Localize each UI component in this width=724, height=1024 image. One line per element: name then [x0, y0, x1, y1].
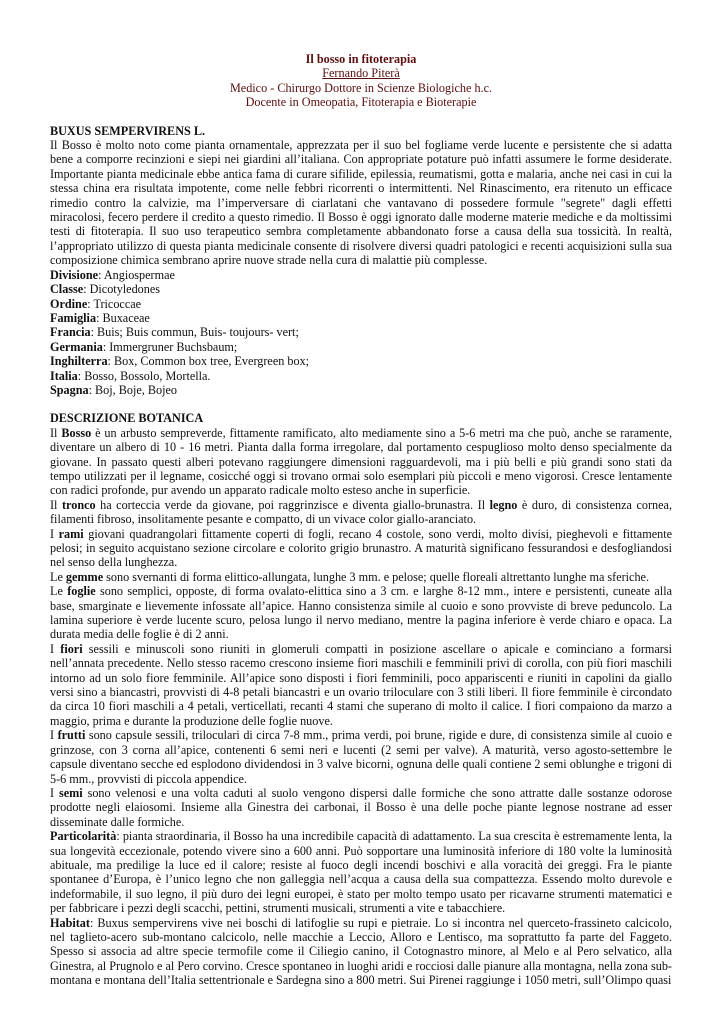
particolarita-paragraph: Particolarità: pianta straordinaria, il Bosso ha una incredibile capacità di adattamento. La sua crescita è estremamente lenta, la sua longevità eccezionale, potendo vivere sino a 600 anni. Può sopportare una luminosità inferiore di 180 volte la luminosità abituale, ma predilige la luce ed il calore; resiste al fuoco degli incendi boschivi e alla voracità dei greggi. Fra le piante spontanee d’Europa, è l’unico legno che non galleggia nell’acqua a causa della sua compattezza. Essendo molto durevole e indeformabile, il suo legno, il più duro dei legni europei, è stato per molto tempo usato per ricavarne strumenti matematici e per fabbricare i pezzi degli scacchi, pettini, strumenti musicali, strumenti a vite e tabacchiere. [50, 829, 672, 916]
classification-row: Famiglia: Buxaceae [50, 310, 150, 325]
classification-row: Ordine: Tricoccae [50, 296, 142, 311]
fiori-paragraph: I fiori sessili e minuscoli sono riuniti in glomeruli compatti in posizione ascellare o apicale e cominciano a formarsi nell’annata precedente. Nello stesso racemo crescono insieme fiori maschili e femminili privi di corolla, con più fiori maschili intorno ad un solo fiore femminile. All’apice sono disposti i fiori femminili, poco appariscenti e riuniti in capolini da giallo versi sino a biancastri, provvisti di 4-8 petali biancastri e un ovario triloculare con 3 stili liberi. Il fiore femminile è circondato da circa 10 fiori maschili a 4 petali, verticellati, recanti 4 stami che superano di molto il calice. I fiori compaiono da marzo a maggio, prima e durante la produzione delle foglie nuove. [50, 641, 672, 728]
frutti-paragraph: I frutti sono capsule sessili, triloculari di circa 7-8 mm., prima verdi, poi brune, rigide e dure, di consistenza simile al cuoio e grinzose, con 3 corna all’apice, contenenti 6 semi neri e lucenti (2 semi per valve). A maturità, verso agosto-settembre le capsule diventano secche ed esplodono dividendosi in 3 valve bicorni, ognuna delle quali contiene 2 semi oblunghe e trigoni di 5-6 mm., provvisti di piccola appendice. [50, 728, 673, 786]
author-teaching: Docente in Omeopatia, Fitoterapia e Bioterapie [245, 95, 477, 110]
intro-paragraph: Il Bosso è molto noto come pianta ornamentale, apprezzata per il suo bel fogliame verde lucente e persistente che si adatta bene a comporre recinzioni e siepi nei giardini all’italiana. Con appropriate potature può infatti assumere le forme desiderate. Importante pianta medicinale ebbe antica fama di curare sifilide, epilessia, reumatismi, gotta e malaria, anche nei casi in cui la stessa china era risultata impotente, come nelle febbri ricorrenti o intermittenti. Nel Rinascimento, era ritenuto un efficace rimedio contro la calvizie, ma l’imperversare di ciarlatani che vantavano di possedere formule "segrete" dagli effetti miracolosi, fecero perdere il credito a questo rimedio. Il Bosso è oggi ignorato dalle moderne materie mediche e da moltissimi testi di fitoterapia. Il suo uso terapeutico sembra completamente abbandonato forse a causa della sua tossicità. In realtà, l’appropriato utilizzo di questa pianta medicinale consente di risolvere diversi quadri patologici e recenti acquisizioni sulla sua composizione chimica sembrano aprire nuove strade nella cura di malattie più complesse. [50, 138, 672, 268]
classification-row: Francia: Buis; Buis commun, Buis- toujours- vert; [50, 325, 299, 340]
classification-row: Spagna: Boj, Boje, Bojeo [50, 382, 177, 397]
document-page [50, 52, 672, 988]
classification-list [50, 268, 672, 398]
habitat-paragraph: Habitat: Buxus sempervirens vive nei boschi di latifoglie su rupi e pietraie. Lo si incontra nel querceto-frassineto calcicolo, nel taglieto-acero sub-montano calcicolo, nelle macchie a Leccio, Alloro e Lentisco, ma soprattutto fa parte del Faggeto. Spesso si associa ad altre specie termofile come il Ciliegio canino, il Cotognastro minore, al Melo e al Pero selvatico, alla Ginestra, al Prugnolo e al Pero corvino. Cresce spontaneo in luoghi aridi e rocciosi dalle pianure alla montagna, nella zona sub-montana e montana dell’Italia settentrionale e Sardegna sino a 800 metri. Sui Pirenei raggiunge i 1050 metri, sull’Olimpo quasi [50, 915, 672, 988]
gemme-paragraph: Le gemme sono svernanti di forma elittico-allungata, lunghe 3 mm. e pelose; quelle floreali altrettanto lunghe ma sferiche. [50, 569, 650, 584]
classification-row: Inghilterra: Box, Common box tree, Evergreen box; [50, 354, 310, 369]
document-header [50, 52, 672, 110]
document-title: Il bosso in fitoterapia [305, 52, 417, 66]
author-link[interactable]: Fernando Piterà [322, 66, 400, 81]
rami-paragraph: I rami giovani quadrangolari fittamente coperti di fogli, recano 4 costole, sono verdi, molto divisi, pieghevoli e fittamente pelosi; in seguito acquistano sezione circolare e colorito grigio brunastro. A maturità significano fessurandosi e desfogliandosi nel senso della lunghezza. [50, 526, 672, 570]
section-spacer [50, 397, 672, 411]
classification-row: Classe: Dicotyledones [50, 282, 161, 297]
foglie-paragraph: Le foglie sono semplici, opposte, di forma ovalato-elittica sino a 3 cm. e larghe 8-12 mm., intere e persistenti, cuneate alla base, smarginate e lievemente infossate all’apice. Hanno consistenza simile al cuoio e sono provviste di breve peduncolo. La lamina superiore è verde lucente scuro, pelosa lungo il nervo mediano, mentre la pagina inferiore è verde chiaro e opaca. La durata media delle foglie è di 2 anni. [50, 584, 672, 642]
author-credentials: Medico - Chirurgo Dottore in Scienze Biologiche h.c. [229, 80, 493, 95]
tronco-paragraph: Il tronco ha corteccia verde da giovane, poi raggrinzisce e diventa giallo-brunastra. Il legno è duro, di consistenza cornea, filamenti fibroso, insolitamente pesante e compatto, di un vivace color giallo-aranciato. [50, 497, 673, 527]
species-heading: BUXUS SEMPERVIRENS L. [50, 123, 205, 138]
bosso-paragraph: Il Bosso è un arbusto sempreverde, fittamente ramificato, alto mediamente sino a 5-6 metri ma che può, anche se raramente, diventare un albero di 10 - 16 metri. Pianta dalla forma irregolare, dal portamento cespuglioso molto denso specialmente da giovane. In passato questi alberi potevano raggiungere dimensioni ragguardevoli, ma i più belli e più grandi sono stati da tempo utilizzati per il legname, cosicché oggi si trovano ormai solo esemplari più piccoli e meno vigorosi. Cresce lentamente con radici profonde, pur avendo un apparato radicale molto esteso anche in superficie. [50, 425, 672, 498]
classification-row: Germania: Immergruner Buchsbaum; [50, 339, 238, 354]
semi-paragraph: I semi sono velenosi e una volta caduti al suolo vengono dispersi dalle formiche che sono attratte dalle sostanze odorose prodotte negli elaiosomi. Insieme alla Ginestra dei carbonai, il Bosso è una delle poche piante legnose nostrane ad esser disseminate dalle formiche. [50, 785, 673, 829]
botanical-heading: DESCRIZIONE BOTANICA [50, 411, 204, 426]
classification-row: Divisione: Angiospermae [50, 267, 175, 282]
classification-row: Italia: Bosso, Bossolo, Mortella. [50, 368, 211, 383]
